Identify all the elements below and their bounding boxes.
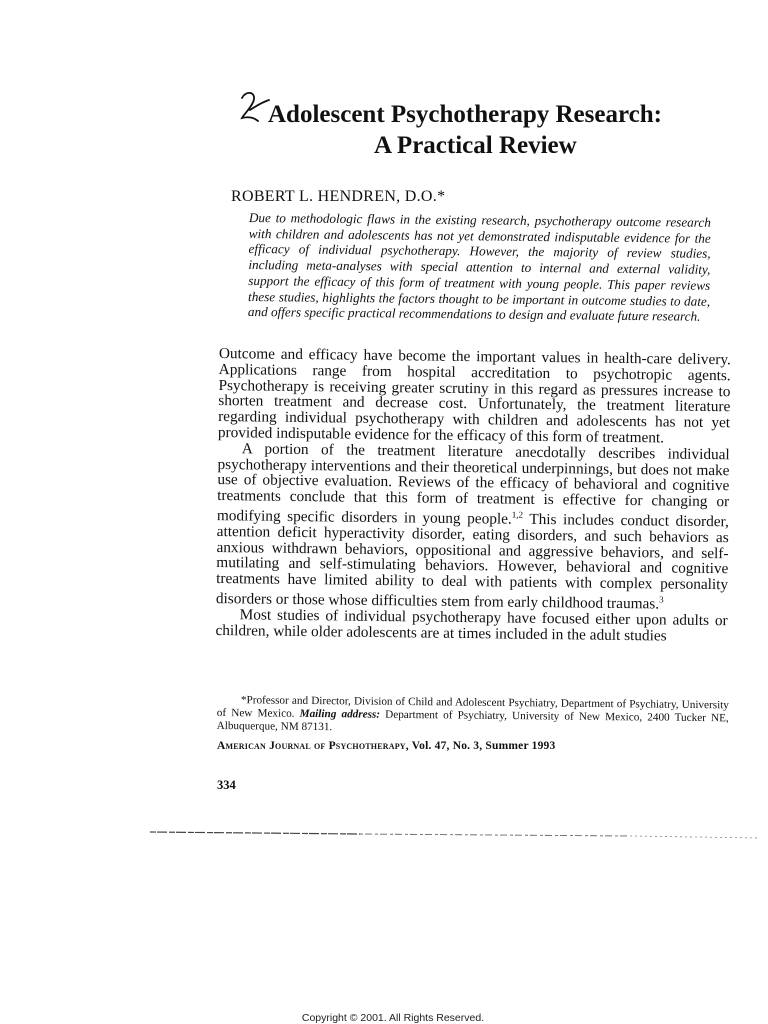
- scan-edge-line: [150, 828, 760, 844]
- body-paragraph-1: Outcome and efficacy have become the important values in health-care delivery. Applications range from hospital accreditation to psychotropic agents. Psychotherapy is receiving greater scrutiny in this regard as pressures increase to shorten treatment and decrease cost. Unfortunately, the treatment literature regarding individual psychotherapy with children and adolescents has not yet provided indisputable evidence for the efficacy of this form of treatment.: [217, 345, 731, 447]
- author-name: ROBERT L. HENDREN, D.O.*: [231, 188, 446, 205]
- abstract: Due to methodologic flaws in the existing research, psychotherapy outcome research with children and adolescents has not yet demonstrated indisputable evidence for the efficacy of individual psychotherapy. However, the majority of review studies, including meta-analyses with special attention to internal and external validity, support the efficacy of this form of treatment with young people. This paper reviews these studies, highlights the factors thought to be important in outcome studies to date, and offers specific practical recommendations to design and evaluate future research.: [247, 210, 711, 324]
- body-paragraph-3: Most studies of individual psychotherapy have focused either upon adults or children, while older adolescents are at times included in the adult studies: [215, 606, 728, 645]
- author-footnote: [217, 694, 729, 738]
- body-paragraph-2: [216, 441, 730, 613]
- article-title-line-2: A Practical Review: [374, 132, 577, 159]
- mailing-address: Department of Psychiatry, University of New Mexico, 2400 Tucker NE, Albuquerque, NM 87131.: [216, 708, 729, 733]
- page-number: 334: [217, 778, 236, 792]
- article-title-line-1: Adolescent Psychotherapy Research:: [268, 101, 662, 128]
- journal-volume-issue: , Vol. 47, No. 3, Summer 1993: [405, 740, 556, 752]
- journal-name: American Journal of Psychotherapy: [217, 740, 406, 752]
- journal-citation: [217, 740, 555, 752]
- paragraph-2-text-start: A portion of the treatment literature anecdotally describes individual psychotherapy interventions and their theoretical underpinnings, but does not make use of objective evaluation. Reviews of the efficacy of behavioral and cognitive treatments conclude that this form of treatment is effective for changing or modifying specific disorders in young people.: [216, 440, 730, 528]
- reference-superscript: 1,2: [511, 509, 524, 520]
- mailing-address-label: Mailing address:: [299, 707, 381, 721]
- copyright-notice: Copyright © 2001. All Rights Reserved.: [301, 1012, 485, 1024]
- footnote-affiliation: *Professor and Director, Division of Child and Adolescent Psychiatry, Department of Psychiatry, University of New Mexico.: [216, 694, 729, 720]
- reference-superscript: 3: [659, 594, 664, 605]
- footnote-text: [217, 694, 729, 738]
- body-text: [215, 346, 731, 645]
- paragraph-2-text-end: This includes conduct disorder, attention deficit hyperactivity disorder, eating disorders, and such behaviors as anxious withdrawn behaviors, oppositional and aggressive behaviors, and self-mutilating and self-stimulating behaviors. However, behavioral and cognitive treatments have limited ability to deal with patients with complex personality disorders or those whose difficulties stem from early childhood traumas.: [215, 510, 729, 613]
